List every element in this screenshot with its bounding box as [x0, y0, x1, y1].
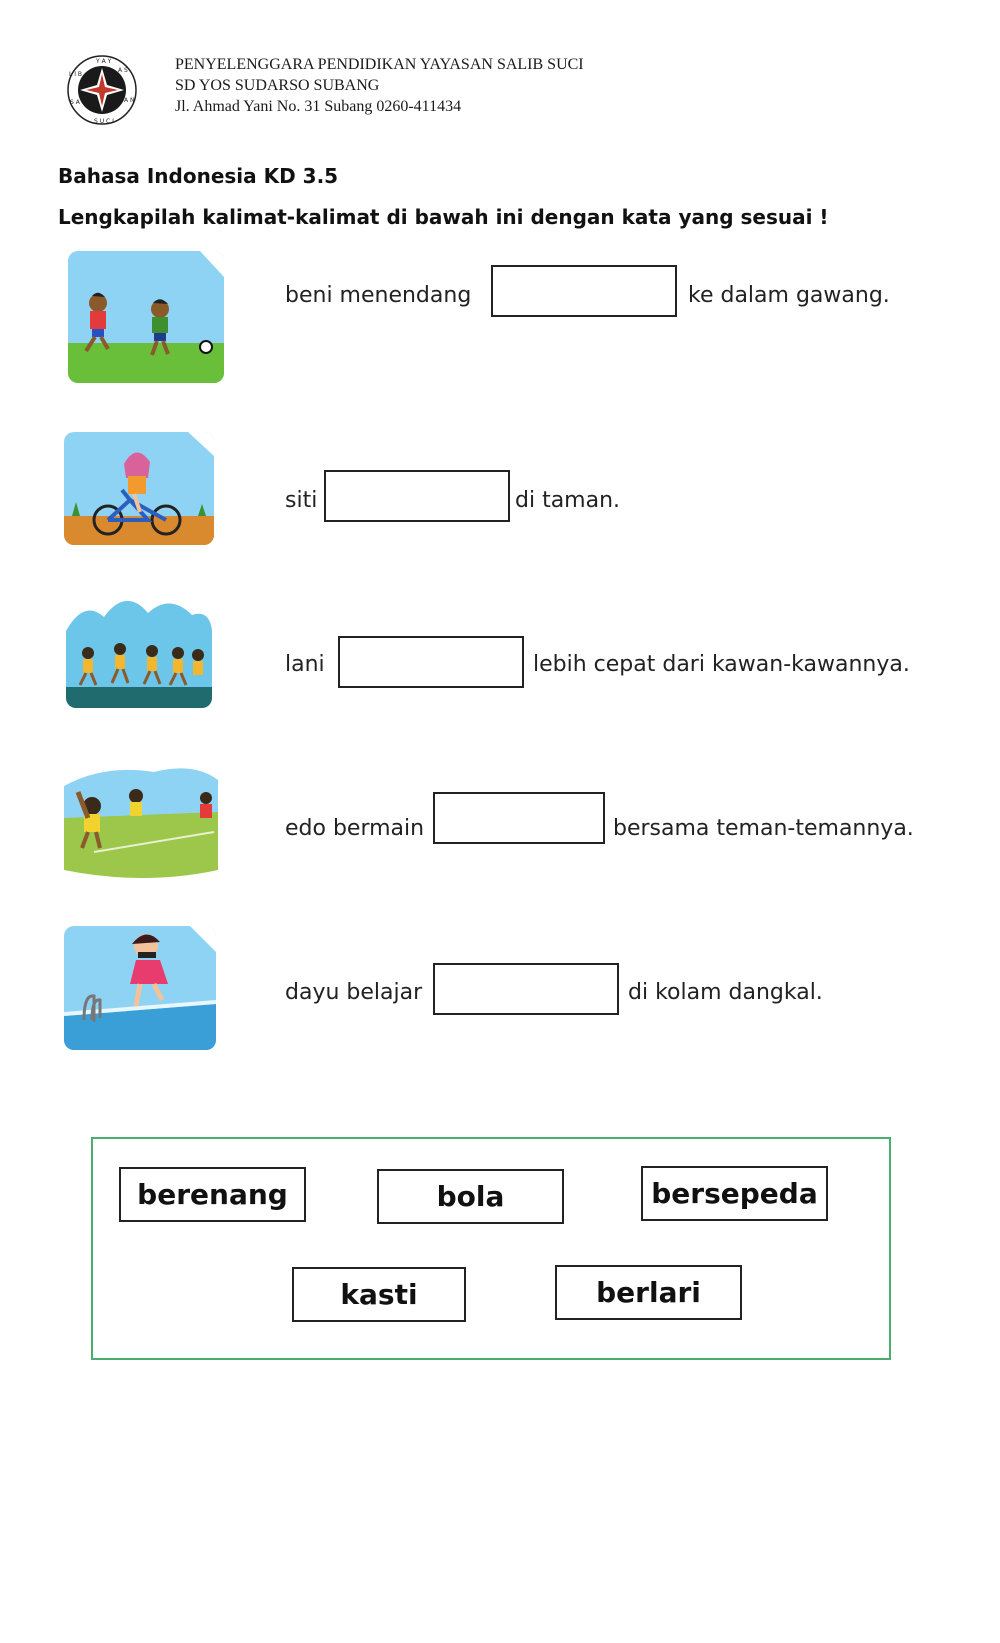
word-chip-bersepeda[interactable]: bersepeda [641, 1166, 828, 1221]
svg-text:L I B: L I B [69, 71, 83, 78]
org-line-3: Jl. Ahmad Yani No. 31 Subang 0260-411434 [175, 98, 462, 115]
answer-box-5[interactable] [433, 963, 619, 1015]
sentence-5-after: di kolam dangkal. [628, 980, 823, 1005]
svg-text:Y A Y: Y A Y [96, 58, 112, 65]
sentence-2-before: siti [285, 488, 318, 513]
sentence-1-after: ke dalam gawang. [688, 283, 890, 308]
sentence-3-after: lebih cepat dari kawan-kawannya. [533, 652, 910, 677]
football-picture [68, 251, 224, 383]
instruction: Lengkapilah kalimat-kalimat di bawah ini dengan kata yang sesuai ! [58, 205, 829, 229]
word-chip-kasti[interactable]: kasti [292, 1267, 466, 1322]
bicycle-picture [64, 432, 214, 545]
word-chip-berenang[interactable]: berenang [119, 1167, 306, 1222]
sentence-4-before: edo bermain [285, 816, 425, 841]
org-line-2: SD YOS SUDARSO SUBANG [175, 77, 380, 94]
sentence-4-after: bersama teman-temannya. [613, 816, 914, 841]
sentence-2-after: di taman. [515, 488, 621, 513]
svg-text:S A: S A [70, 99, 80, 106]
answer-box-3[interactable] [338, 636, 524, 688]
svg-text:A S: A S [118, 67, 128, 74]
answer-box-4[interactable] [433, 792, 605, 844]
svg-text:S U C I: S U C I [94, 118, 114, 125]
word-chip-berlari[interactable]: berlari [555, 1265, 742, 1320]
sentence-3-before: lani [285, 652, 325, 677]
org-line-1: PENYELENGGARA PENDIDIKAN YAYASAN SALIB SUCI [175, 56, 584, 73]
sentence-1-before: beni menendang [285, 283, 472, 308]
swimming-pool-picture [64, 926, 216, 1050]
school-logo [66, 54, 138, 126]
svg-text:A N: A N [124, 97, 135, 104]
answer-box-1[interactable] [491, 265, 677, 317]
running-race-picture [66, 591, 212, 708]
sentence-5-before: dayu belajar [285, 980, 423, 1005]
kasti-picture [64, 762, 218, 880]
word-chip-bola[interactable]: bola [377, 1169, 564, 1224]
subject-title: Bahasa Indonesia KD 3.5 [58, 164, 339, 188]
answer-box-2[interactable] [324, 470, 510, 522]
